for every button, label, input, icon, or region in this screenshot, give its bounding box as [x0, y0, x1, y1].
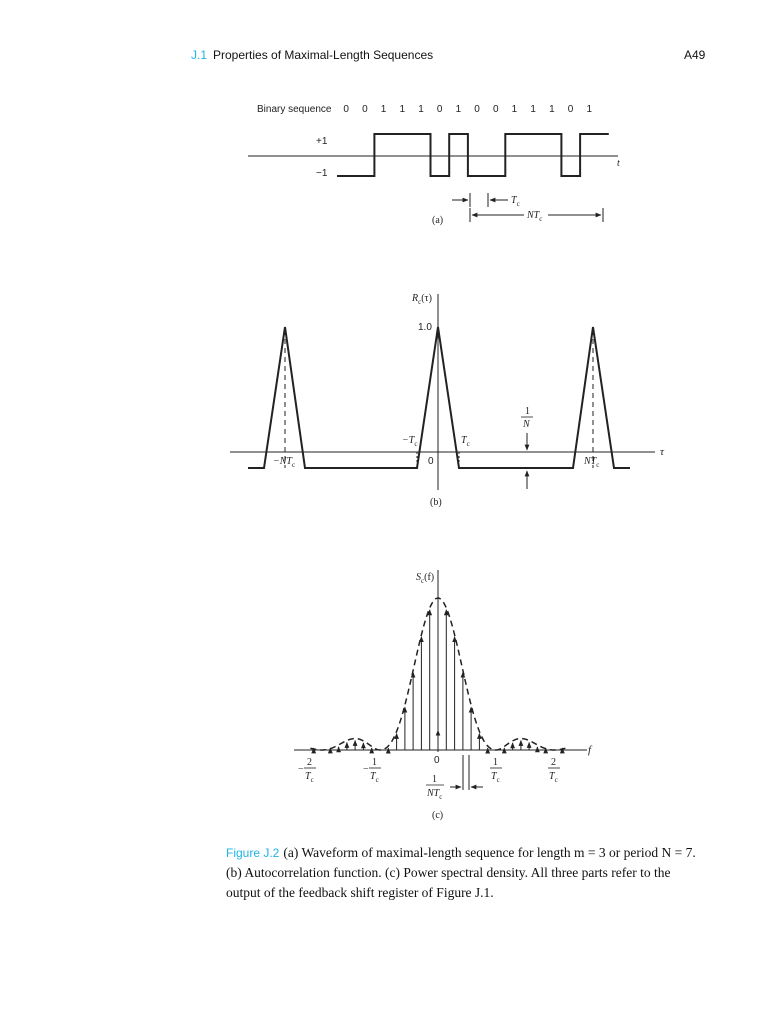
- tick-numerator: 2: [551, 757, 556, 768]
- bit-value: 0: [567, 104, 574, 115]
- bit-value: 1: [455, 104, 462, 115]
- bit-value: 0: [493, 104, 499, 115]
- waveform-line: [337, 134, 609, 176]
- frequency-tick: [298, 757, 316, 784]
- page-number: A49: [684, 48, 706, 62]
- period-label: $NT_c$: [584, 456, 600, 469]
- figure-caption: [226, 843, 696, 903]
- tick-denominator: $T_c$: [549, 771, 558, 784]
- chip-label: $T_c$: [461, 435, 470, 448]
- tick-numerator: 1: [372, 757, 377, 768]
- bit-value: 1: [511, 104, 518, 115]
- frequency-tick: [548, 757, 560, 784]
- waveform-panel: [248, 104, 620, 226]
- bit-value: 0: [343, 104, 349, 115]
- psd-panel: [294, 570, 593, 821]
- chip-duration-label: $T_c$: [511, 195, 520, 208]
- section-number: J.1: [191, 48, 208, 62]
- tick-denominator: $T_c$: [491, 771, 500, 784]
- minus-chip-label: $-T_c$: [402, 435, 418, 448]
- autocorr-origin-label: 0: [428, 456, 434, 467]
- tick-denominator: $T_c$: [370, 771, 379, 784]
- panel-label-b: (b): [430, 497, 442, 508]
- tick-denominator: $T_c$: [305, 771, 314, 784]
- offset-denominator: N: [523, 419, 530, 430]
- spacing-denominator: $NT_c$: [427, 788, 443, 801]
- period-duration-label: $NT_c$: [527, 210, 543, 223]
- tick-numerator: 1: [493, 757, 498, 768]
- offset-numerator: 1: [525, 406, 530, 417]
- tick-numerator: 2: [307, 757, 312, 768]
- caption-text: (a) Waveform of maximal-length sequence for length m = 3 or period N = 7. (b) Autocorrelation function. (c) Power spectral density. All three parts refer to the output of the feedback shift register of Figure J.1.: [226, 845, 696, 900]
- psd-origin-label: 0: [434, 755, 440, 766]
- level-high-label: +1: [316, 136, 328, 147]
- bit-value: 1: [586, 104, 593, 115]
- bit-value: 1: [530, 104, 536, 115]
- tick-sign: −: [363, 764, 369, 775]
- panel-label-c: (c): [432, 810, 444, 821]
- psd-y-label: $S_c(f)$: [416, 572, 435, 585]
- frequency-tick: [363, 757, 381, 784]
- autocorrelation-panel: [230, 293, 665, 508]
- level-low-label: −1: [316, 168, 328, 179]
- caption-label: Figure J.2: [226, 846, 280, 860]
- tick-sign: −: [298, 764, 304, 775]
- autocorr-y-label: $R_c(\tau)$: [412, 293, 432, 306]
- bit-value: 1: [549, 104, 555, 115]
- autocorr-x-label: τ: [660, 446, 664, 458]
- bit-value: 0: [436, 104, 443, 115]
- frequency-tick: [490, 757, 502, 784]
- peak-value-label: 1.0: [418, 322, 432, 333]
- binary-sequence-label: Binary sequence: [257, 104, 332, 115]
- binary-bits: [343, 104, 592, 115]
- panel-label-a: (a): [432, 215, 444, 226]
- autocorr-curve: [248, 327, 630, 468]
- frequency-tick-labels: [298, 757, 560, 784]
- time-axis-label: t: [617, 158, 620, 169]
- bit-value: 0: [474, 104, 480, 115]
- bit-value: 1: [418, 104, 424, 115]
- spacing-numerator: 1: [432, 774, 437, 785]
- minus-period-label: $-NT_c$: [273, 456, 296, 469]
- psd-x-label: f: [588, 744, 592, 756]
- section-title: Properties of Maximal-Length Sequences: [213, 48, 434, 62]
- bit-value: 0: [362, 104, 368, 115]
- bit-value: 1: [380, 104, 387, 115]
- bit-value: 1: [399, 104, 406, 115]
